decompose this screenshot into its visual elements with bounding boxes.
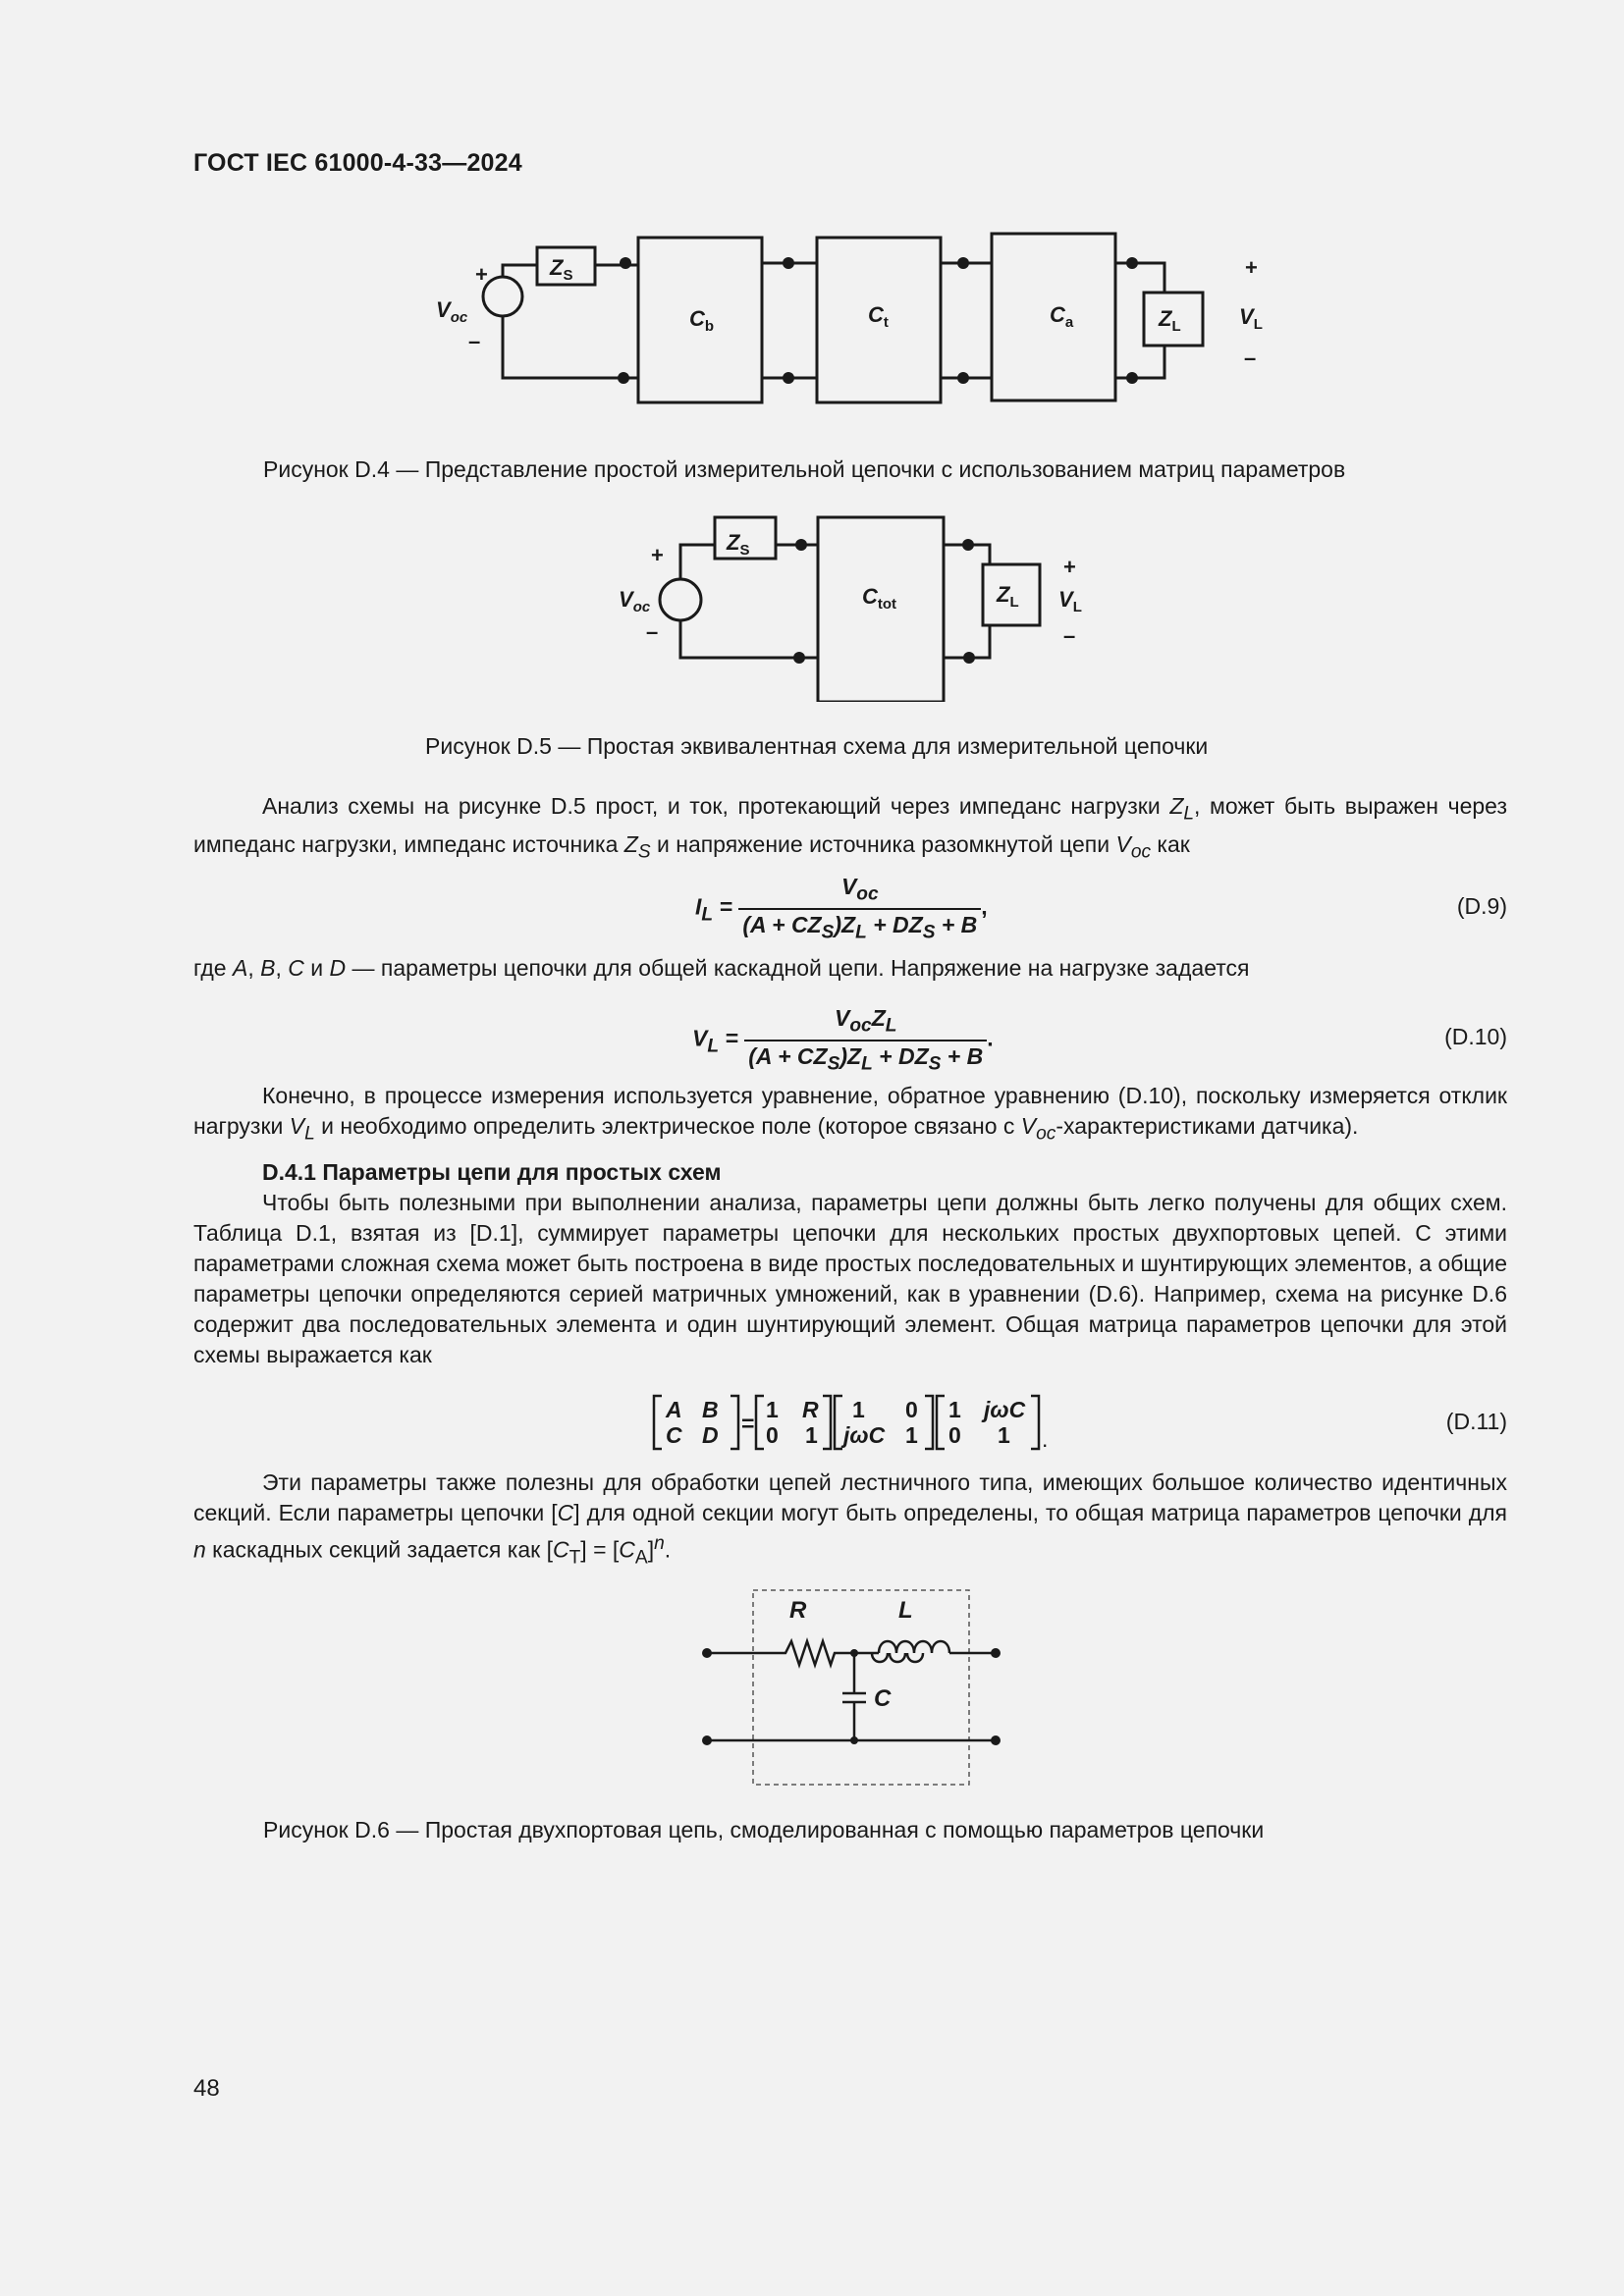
figure-d6-caption: Рисунок D.6 — Простая двухпортовая цепь, смоделированная с помощью параметров цепочки	[263, 1817, 1265, 1842]
equation-d9: $I_L$ = $\frac{V_{oc}}{(A + CZ_S)Z_L + DZ_S + B}$ ,	[695, 874, 988, 943]
figure-d4-caption: Рисунок D.4 — Представление простой измерительной цепочки с использованием матриц параметров	[263, 456, 1346, 482]
section-text: Чтобы быть полезными при выполнении анализа, параметры цепи должны быть легко получены для общих схем. Таблица D.1, взятая из [D.1], суммирует параметры цепочки для нескольких простых двухпортовых цепей. С этими параметрами сложная схема может быть построена в виде простых последовательных и шунтирующих элементов, а общие параметры цепочки определяются серией матричных умножений, как в уравнении (D.6). Например, схема на рисунке D.6 содержит два последовательных элемента и один шунтирующий элемент. Общая матрица параметров цепочки для этой схемы выражается как	[193, 1190, 1507, 1367]
svg-text:D: D	[702, 1422, 719, 1448]
svg-text:1: 1	[852, 1397, 865, 1422]
resistor-label: R	[789, 1597, 807, 1624]
figure-d6-diagram	[687, 1580, 1021, 1787]
zs-label: $Z_S$	[550, 255, 573, 284]
vl-label: $V_L$	[1239, 304, 1263, 333]
minus-label-right: –	[1063, 623, 1076, 648]
paragraph-3: Конечно, в процессе измерения используется уравнение, обратное уравнению (D.10), поскольку измеряется отклик нагрузки $V_L$ и необходимо определить электрическое поле (которое связано с $V_{oc}$-характеристиками датчика).	[193, 1083, 1507, 1145]
svg-text:1: 1	[805, 1422, 818, 1448]
svg-text:1: 1	[905, 1422, 918, 1448]
paragraph-2: где A, B, C и D — параметры цепочки для общей каскадной цепи. Напряжение на нагрузке задается	[193, 955, 1250, 981]
ca-label: $C_a$	[1050, 302, 1074, 331]
zl-label: $Z_L$	[1159, 306, 1181, 335]
equation-d11-number: (D.11)	[1445, 1409, 1507, 1434]
ct-label: $C_t$	[868, 302, 889, 331]
svg-text:1: 1	[998, 1422, 1010, 1448]
svg-text:R: R	[802, 1397, 819, 1422]
svg-text:jωC: jωC	[843, 1422, 886, 1448]
ctot-label: $C_{tot}$	[862, 584, 897, 613]
capacitor-label: C	[874, 1685, 892, 1712]
minus-label: –	[468, 329, 481, 353]
figure-d5-caption: Рисунок D.5 — Простая эквивалентная схема для измерительной цепочки	[425, 733, 1209, 759]
svg-text:.: .	[1042, 1426, 1049, 1452]
voc-label: $V_{oc}$	[436, 297, 468, 326]
paragraph-1: Анализ схемы на рисунке D.5 прост, и ток, протекающий через импеданс нагрузки $Z_L$, может быть выражен через импеданс нагрузки, импеданс источника $Z_S$ и напряжение источника разомкнутой цепи $V_{oc}$ как	[193, 793, 1507, 863]
svg-text:0: 0	[766, 1422, 779, 1448]
plus-label: +	[475, 262, 488, 287]
minus-label-right: –	[1244, 346, 1257, 370]
voc-label: $V_{oc}$	[619, 587, 651, 615]
minus-label: –	[646, 619, 659, 644]
vl-label: $V_L$	[1058, 587, 1082, 615]
inductor-label: L	[898, 1597, 913, 1624]
svg-text:1: 1	[766, 1397, 779, 1422]
svg-text:B: B	[702, 1397, 719, 1422]
page-number: 48	[193, 2075, 220, 2102]
equation-d10: $V_L$ = $\frac{V_{oc}Z_L}{(A + CZ_S)Z_L + DZ_S + B}$ .	[692, 1005, 994, 1075]
plus-label-right: +	[1063, 555, 1076, 579]
document-header: ГОСТ IEC 61000-4-33—2024	[193, 149, 522, 177]
zs-label: $Z_S$	[727, 530, 750, 559]
plus-label: +	[651, 543, 664, 567]
svg-text:1: 1	[948, 1397, 961, 1422]
svg-text:0: 0	[905, 1397, 918, 1422]
equation-d10-number: (D.10)	[1444, 1024, 1507, 1049]
svg-text:=: =	[741, 1411, 755, 1436]
figure-d5-diagram	[609, 506, 1119, 702]
svg-text:C: C	[666, 1422, 682, 1448]
figure-d4-diagram	[422, 226, 1286, 422]
paragraph-4: Эти параметры также полезны для обработки цепей лестничного типа, имеющих большое количество идентичных секций. Если параметры цепочки [C] для одной секции могут быть определены, то общая матрица параметров цепочки для n каскадных секций задается как $[C_T] = [C_A]^n$.	[193, 1469, 1508, 1569]
zl-label: $Z_L$	[997, 582, 1019, 611]
section-heading: D.4.1 Параметры цепи для простых схем	[262, 1159, 722, 1185]
equation-d11	[648, 1392, 1060, 1453]
svg-text:jωC: jωC	[984, 1397, 1026, 1422]
svg-text:0: 0	[948, 1422, 961, 1448]
section-d4-1	[193, 1157, 1507, 1370]
equation-d9-number: (D.9)	[1456, 893, 1507, 919]
cb-label: $C_b$	[689, 306, 715, 335]
plus-label-right: +	[1245, 255, 1258, 280]
svg-text:A: A	[666, 1397, 682, 1422]
